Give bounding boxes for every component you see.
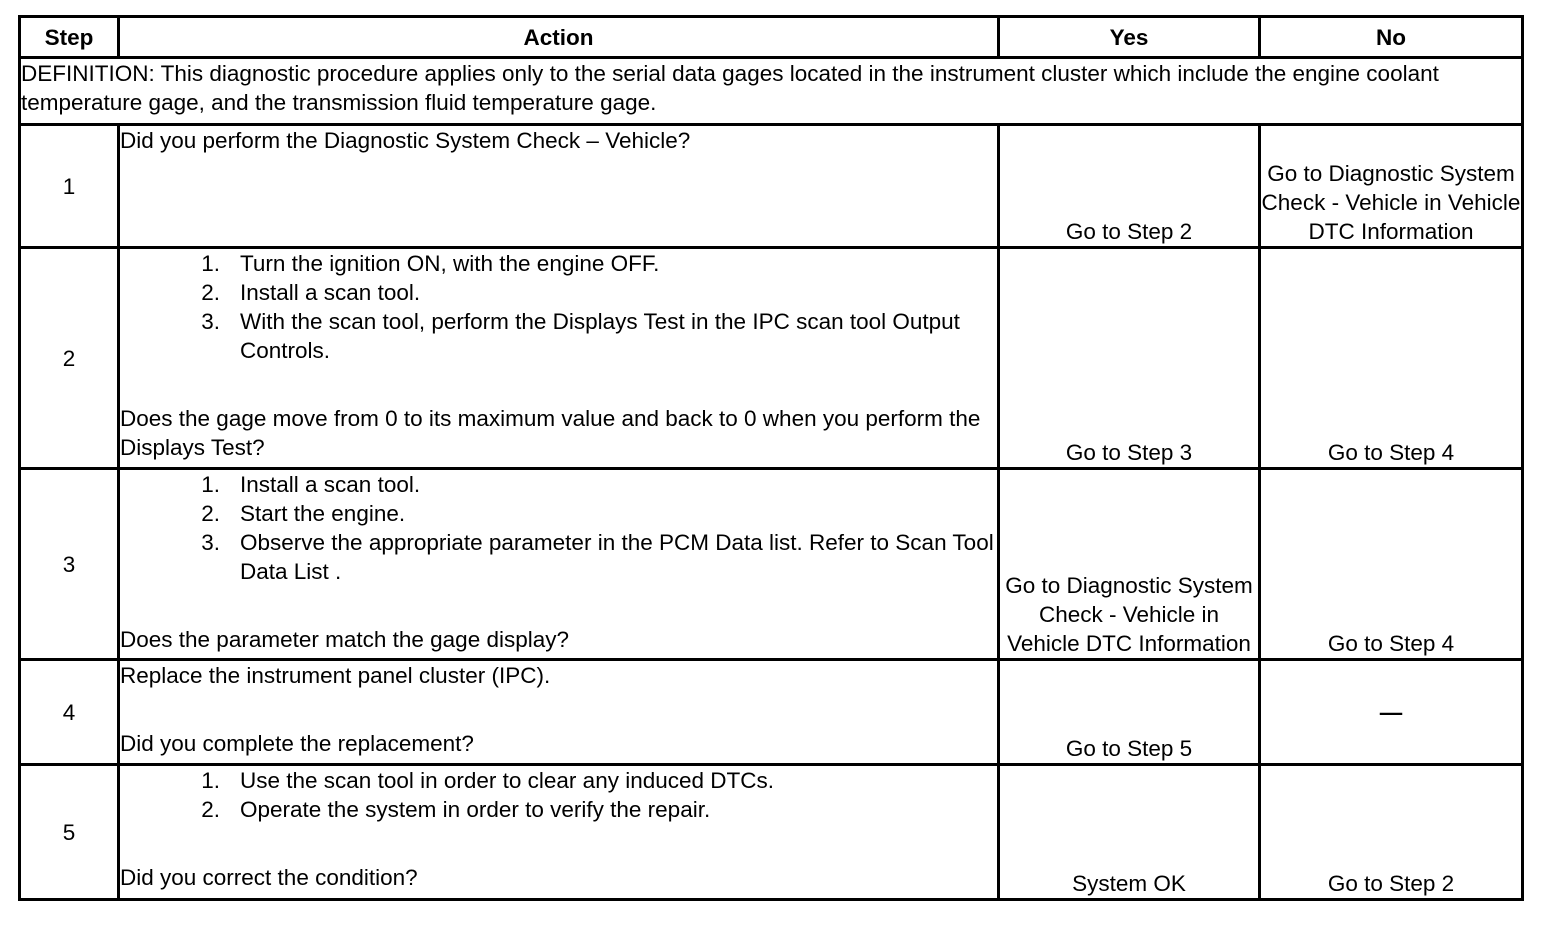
header-yes: Yes	[999, 17, 1260, 58]
yes-cell: System OK	[999, 765, 1260, 900]
yes-cell: Go to Step 3	[999, 248, 1260, 469]
list-item-number: 3.	[201, 530, 220, 555]
definition-row	[20, 58, 1523, 125]
action-question: Did you perform the Diagnostic System Check – Vehicle?	[120, 128, 691, 153]
list-item-text: Start the engine.	[240, 501, 406, 526]
list-item-text: Turn the ignition ON, with the engine OFF.	[240, 251, 660, 276]
list-item	[120, 278, 997, 307]
action-cell	[119, 248, 999, 469]
action-question: Did you correct the condition?	[120, 865, 418, 890]
list-item-text: Operate the system in order to verify the repair.	[240, 797, 711, 822]
table-row-step-1	[20, 125, 1523, 248]
step-number: 5	[20, 765, 119, 900]
list-item	[120, 249, 997, 278]
list-item-text: Observe the appropriate parameter in the PCM Data list. Refer to Scan Tool Data List .	[240, 530, 994, 584]
step-number: 2	[20, 248, 119, 469]
list-item-number: 1.	[201, 472, 220, 497]
yes-cell: Go to Diagnostic System Check - Vehicle in Vehicle DTC Information	[999, 469, 1260, 660]
definition-text: DEFINITION: This diagnostic procedure applies only to the serial data gages located in the instrument cluster which include the engine coolant temperature gage, and the transmission fluid temperature gage.	[20, 58, 1523, 125]
list-item	[120, 470, 997, 499]
table-row-step-2	[20, 248, 1523, 469]
action-steps-list	[120, 766, 997, 824]
diagnostic-table	[18, 15, 1524, 901]
list-item	[120, 307, 997, 365]
list-item-text: Use the scan tool in order to clear any induced DTCs.	[240, 768, 775, 793]
action-question: Did you complete the replacement?	[120, 731, 474, 756]
list-item-number: 2.	[201, 280, 220, 305]
list-item	[120, 528, 997, 586]
table-row-step-4	[20, 660, 1523, 765]
action-question: Does the gage move from 0 to its maximum value and back to 0 when you perform the Displays Test?	[120, 406, 981, 460]
no-cell: Go to Diagnostic System Check - Vehicle in Vehicle DTC Information	[1260, 125, 1523, 248]
action-steps-list	[120, 249, 997, 365]
list-item-text: Install a scan tool.	[240, 472, 421, 497]
action-cell	[119, 660, 999, 765]
header-row	[20, 17, 1523, 58]
no-cell: Go to Step 2	[1260, 765, 1523, 900]
action-cell	[119, 469, 999, 660]
step-number: 4	[20, 660, 119, 765]
list-item-text: With the scan tool, perform the Displays Test in the IPC scan tool Output Controls.	[240, 309, 960, 363]
header-step: Step	[20, 17, 119, 58]
table-row-step-3	[20, 469, 1523, 660]
list-item	[120, 795, 997, 824]
no-cell: Go to Step 4	[1260, 469, 1523, 660]
header-action: Action	[119, 17, 999, 58]
step-number: 1	[20, 125, 119, 248]
list-item-text: Install a scan tool.	[240, 280, 421, 305]
header-no: No	[1260, 17, 1523, 58]
table-row-step-5	[20, 765, 1523, 900]
action-steps-list	[120, 470, 997, 586]
yes-cell: Go to Step 5	[999, 660, 1260, 765]
no-cell: Go to Step 4	[1260, 248, 1523, 469]
list-item-number: 3.	[201, 309, 220, 334]
list-item	[120, 766, 997, 795]
step-number: 3	[20, 469, 119, 660]
list-item-number: 2.	[201, 501, 220, 526]
action-cell	[119, 125, 999, 248]
action-cell	[119, 765, 999, 900]
list-item-number: 2.	[201, 797, 220, 822]
no-cell: —	[1260, 660, 1523, 765]
action-intro: Replace the instrument panel cluster (IPC).	[120, 663, 551, 688]
list-item-number: 1.	[201, 768, 220, 793]
yes-cell: Go to Step 2	[999, 125, 1260, 248]
list-item	[120, 499, 997, 528]
action-question: Does the parameter match the gage display?	[120, 627, 570, 652]
list-item-number: 1.	[201, 251, 220, 276]
